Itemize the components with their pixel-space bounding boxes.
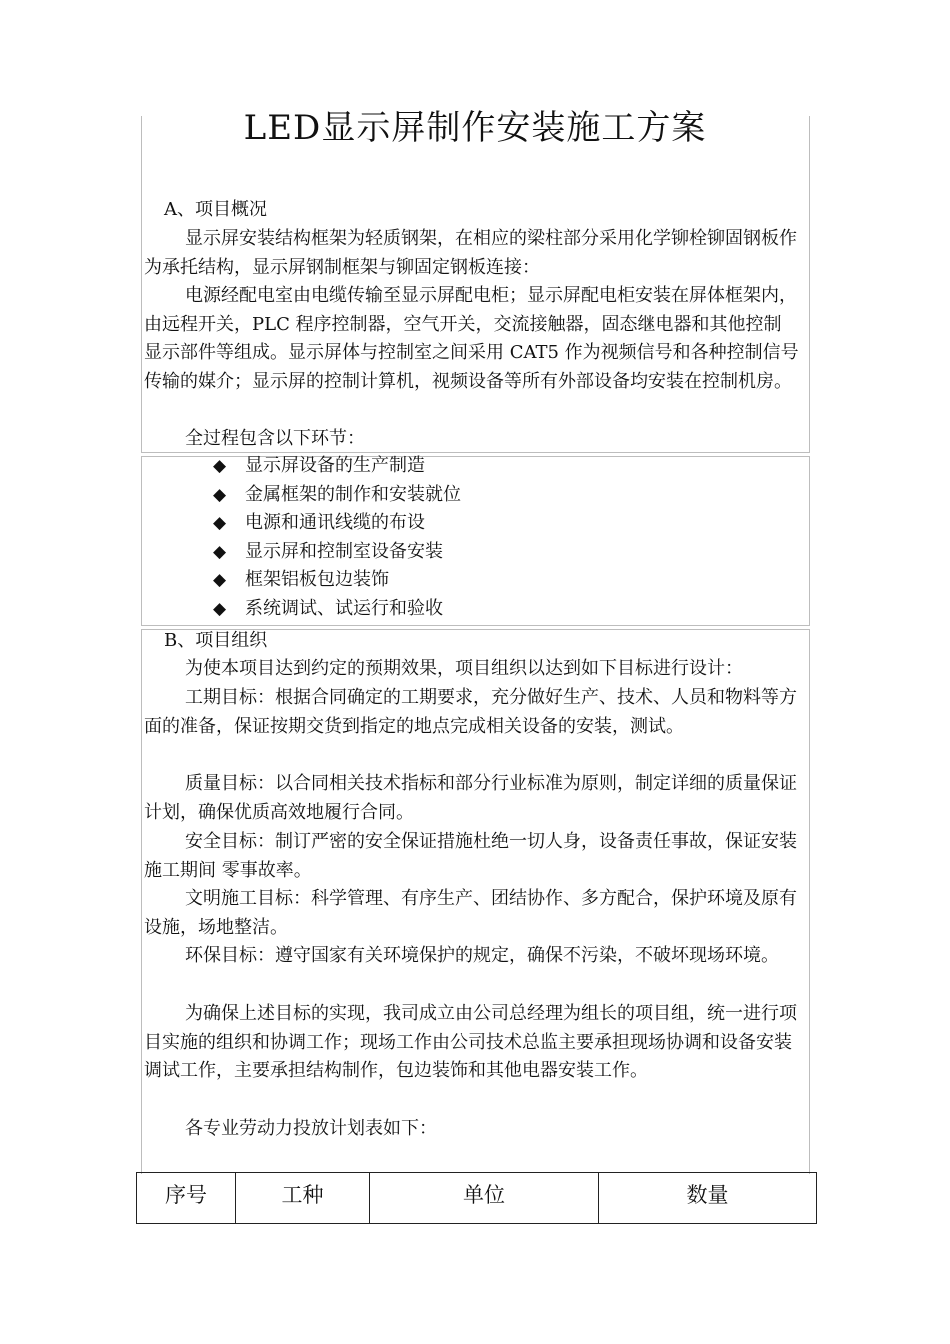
header-index: 序号: [137, 1173, 236, 1224]
header-trade: 工种: [236, 1173, 370, 1224]
diamond-bullet-icon: ◆: [213, 541, 227, 562]
list-item: [213, 481, 461, 510]
list-item: [213, 452, 461, 481]
list-item-text: 系统调试、试运行和验收: [245, 597, 443, 619]
quality-goal: 质量目标：以合同相关技术指标和部分行业标准为原则，制定详细的质量保证计划，确保优质高效地履行合同。: [144, 773, 797, 823]
safety-goal: 安全目标：制订严密的安全保证措施杜绝一切人身，设备责任事故，保证安装施工期间 零事故率。: [144, 831, 797, 881]
section-a-heading: A、项目概况: [164, 199, 267, 220]
list-item-text: 显示屏和控制室设备安装: [245, 540, 443, 562]
diamond-bullet-icon: ◆: [213, 513, 227, 534]
list-item: [213, 595, 461, 624]
section-a-paragraph-2: 电源经配电室由电缆传输至显示屏配电柜；显示屏配电柜安装在屏体框架内，由远程开关，PLC 程序控制器，空气开关，交流接触器，固态继电器和其他控制显示部件等组成。显示屏体与控制室之间采用 CAT5 作为视频信号和各种控制信号传输的媒介；显示屏的控制计算机，视频设备等所有外部设备均安装在控制机房。: [144, 285, 799, 392]
process-list: [213, 452, 461, 624]
document-title: LED显示屏制作安装施工方案: [243, 108, 707, 148]
diamond-bullet-icon: ◆: [213, 484, 227, 505]
list-item: [213, 538, 461, 567]
header-quantity: 数量: [599, 1173, 817, 1224]
civilized-construction-goal: 文明施工目标：科学管理、有序生产、团结协作、多方配合，保护环境及原有设施，场地整洁。: [144, 888, 797, 938]
diamond-bullet-icon: ◆: [213, 598, 227, 619]
list-item-text: 金属框架的制作和安装就位: [245, 483, 461, 505]
section-b-intro: 为使本项目达到约定的预期效果，项目组织以达到如下目标进行设计：: [185, 658, 743, 679]
diamond-bullet-icon: ◆: [213, 456, 227, 476]
section-a-paragraph-3: 全过程包含以下环节：: [185, 428, 365, 449]
organization-paragraph: 为确保上述目标的实现，我司成立由公司总经理为组长的项目组，统一进行项目实施的组织和协调工作；现场工作由公司技术总监主要承担现场协调和设备安装调试工作，主要承担结构制作，包边装饰和其他电器安装工作。: [144, 1003, 797, 1081]
section-b-heading: B、项目组织: [164, 630, 268, 651]
list-item: [213, 566, 461, 595]
diamond-bullet-icon: ◆: [213, 570, 227, 591]
list-item: [213, 509, 461, 538]
header-unit: 单位: [370, 1173, 599, 1224]
schedule-goal: 工期目标：根据合同确定的工期要求，充分做好生产、技术、人员和物料等方面的准备，保证按期交货到指定的地点完成相关设备的安装，测试。: [144, 687, 797, 737]
list-item-text: 框架铝板包边装饰: [245, 569, 389, 591]
labor-plan-table: [136, 1172, 817, 1224]
list-item-text: 显示屏设备的生产制造: [245, 455, 425, 476]
table-intro: 各专业劳动力投放计划表如下：: [185, 1118, 437, 1139]
list-item-text: 电源和通讯线缆的布设: [245, 512, 425, 534]
table-header-row: [137, 1173, 817, 1224]
environmental-goal: 环保目标：遵守国家有关环境保护的规定，确保不污染，不破坏现场环境。: [185, 945, 779, 966]
section-a-paragraph-1: 显示屏安装结构框架为轻质钢架，在相应的梁柱部分采用化学铆栓铆固钢板作为承托结构，显示屏钢制框架与铆固定钢板连接：: [144, 228, 797, 278]
